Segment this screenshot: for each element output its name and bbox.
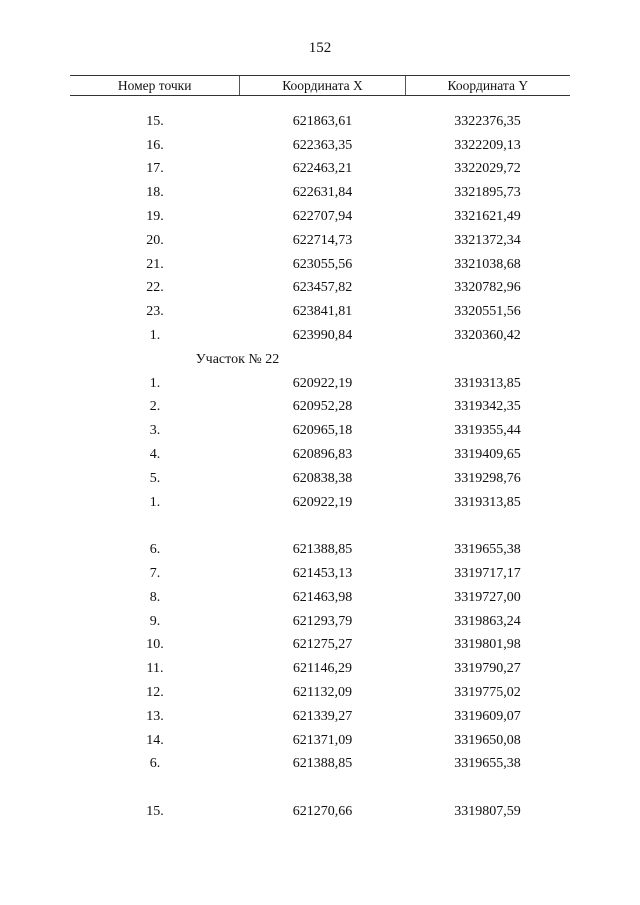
page-number: 152 bbox=[308, 40, 332, 56]
coordinate-y-cell: 3319298,76 bbox=[454, 470, 521, 486]
table-row bbox=[70, 467, 570, 491]
point-number-cell: 6. bbox=[149, 756, 161, 772]
point-number-cell: 17. bbox=[146, 161, 164, 177]
table-row bbox=[70, 229, 570, 253]
coordinate-y-cell: 3319650,08 bbox=[454, 732, 521, 748]
table-row bbox=[70, 324, 570, 348]
coordinate-x-cell: 623457,82 bbox=[292, 280, 353, 296]
point-number-cell: 18. bbox=[146, 185, 164, 201]
coordinate-y-cell: 3319355,44 bbox=[454, 423, 521, 439]
coordinate-y-cell: 3320360,42 bbox=[454, 328, 521, 344]
coordinate-x-cell: 621453,13 bbox=[292, 566, 353, 582]
table-row bbox=[70, 158, 570, 182]
table-row bbox=[70, 491, 570, 515]
table-row bbox=[70, 800, 570, 824]
table-row bbox=[70, 419, 570, 443]
coordinate-x-cell: 622631,84 bbox=[292, 185, 353, 201]
table-row bbox=[70, 657, 570, 681]
coordinate-y-cell: 3319609,07 bbox=[454, 708, 521, 724]
section-heading: Участок № 22 bbox=[195, 351, 280, 367]
point-number-cell: 5. bbox=[149, 470, 161, 486]
coordinate-x-cell: 621146,29 bbox=[293, 661, 352, 677]
coordinate-x-cell: 621388,85 bbox=[292, 756, 353, 772]
section-heading-row bbox=[70, 348, 570, 372]
point-number-cell: 8. bbox=[149, 589, 161, 605]
point-number-cell: 4. bbox=[149, 447, 161, 463]
coordinate-y-cell: 3319801,98 bbox=[454, 637, 521, 653]
coordinate-x-cell: 621463,98 bbox=[292, 589, 353, 605]
coordinate-y-cell: 3320782,96 bbox=[454, 280, 521, 296]
coordinate-y-cell: 3322209,13 bbox=[454, 137, 521, 153]
table-row bbox=[70, 729, 570, 753]
spacer-row bbox=[70, 776, 570, 800]
point-number-cell: 22. bbox=[146, 280, 164, 296]
table-row bbox=[70, 705, 570, 729]
table-row bbox=[70, 443, 570, 467]
table-row bbox=[70, 562, 570, 586]
point-number-cell: 1. bbox=[149, 494, 161, 510]
point-number-cell: 7. bbox=[149, 566, 161, 582]
point-number-cell: 14. bbox=[146, 732, 164, 748]
table-row bbox=[70, 205, 570, 229]
coordinate-x-cell: 620965,18 bbox=[292, 423, 353, 439]
table-row bbox=[70, 396, 570, 420]
coordinate-x-cell: 621863,61 bbox=[292, 113, 353, 129]
coordinate-y-cell: 3321372,34 bbox=[454, 232, 521, 248]
table-row bbox=[70, 681, 570, 705]
coordinate-x-cell: 620896,83 bbox=[292, 447, 353, 463]
coordinate-x-cell: 620922,19 bbox=[292, 375, 353, 391]
spacer-row bbox=[70, 515, 570, 539]
coordinates-table-body bbox=[70, 110, 570, 824]
point-number-cell: 20. bbox=[146, 232, 164, 248]
coordinate-y-cell: 3319790,27 bbox=[454, 661, 521, 677]
header-coordinate-x: Координата X bbox=[239, 76, 404, 95]
table-header bbox=[70, 75, 570, 96]
point-number-cell: 16. bbox=[146, 137, 164, 153]
coordinate-x-cell: 621388,85 bbox=[292, 542, 353, 558]
point-number-cell: 21. bbox=[146, 256, 164, 272]
coordinate-x-cell: 622714,73 bbox=[292, 232, 353, 248]
coordinate-y-cell: 3319313,85 bbox=[454, 494, 521, 510]
coordinate-x-cell: 622707,94 bbox=[292, 209, 353, 225]
table-row bbox=[70, 134, 570, 158]
table-row bbox=[70, 634, 570, 658]
point-number-cell: 15. bbox=[146, 113, 164, 129]
coordinate-x-cell: 622363,35 bbox=[292, 137, 353, 153]
coordinate-y-cell: 3322029,72 bbox=[454, 161, 521, 177]
coordinate-y-cell: 3322376,35 bbox=[454, 113, 521, 129]
point-number-cell: 19. bbox=[146, 209, 164, 225]
coordinate-x-cell: 621293,79 bbox=[292, 613, 353, 629]
coordinate-y-cell: 3319655,38 bbox=[454, 756, 521, 772]
header-point-number: Номер точки bbox=[117, 77, 192, 93]
table-row bbox=[70, 538, 570, 562]
coordinate-x-cell: 620922,19 bbox=[292, 494, 353, 510]
coordinate-y-cell: 3319342,35 bbox=[454, 399, 521, 415]
coordinate-y-cell: 3321621,49 bbox=[454, 209, 521, 225]
coordinate-x-cell: 623841,81 bbox=[292, 304, 353, 320]
table-row bbox=[70, 372, 570, 396]
table-row bbox=[70, 110, 570, 134]
table-row bbox=[70, 181, 570, 205]
coordinate-x-cell: 620952,28 bbox=[292, 399, 353, 415]
coordinate-x-cell: 622463,21 bbox=[292, 161, 353, 177]
coordinate-y-cell: 3319863,24 bbox=[454, 613, 521, 629]
coordinate-y-cell: 3319655,38 bbox=[454, 542, 521, 558]
coordinate-x-cell: 621339,27 bbox=[292, 708, 353, 724]
coordinate-y-cell: 3321895,73 bbox=[454, 185, 521, 201]
point-number-cell: 15. bbox=[146, 804, 164, 819]
coordinate-y-cell: 3319727,00 bbox=[454, 589, 521, 605]
table-row bbox=[70, 277, 570, 301]
coordinate-y-cell: 3319775,02 bbox=[454, 685, 521, 701]
coordinate-x-cell: 621275,27 bbox=[292, 637, 353, 653]
table-row bbox=[70, 586, 570, 610]
coordinate-x-cell: 621132,09 bbox=[293, 685, 352, 701]
point-number-cell: 3. bbox=[149, 423, 161, 439]
point-number-cell: 6. bbox=[149, 542, 161, 558]
point-number-cell: 1. bbox=[149, 375, 161, 391]
coordinate-x-cell: 621270,66 bbox=[292, 804, 353, 819]
coordinate-x-cell: 623990,84 bbox=[292, 328, 353, 344]
header-coordinate-y: Координата Y bbox=[405, 76, 570, 95]
coordinate-x-cell: 620838,38 bbox=[292, 470, 353, 486]
coordinate-y-cell: 3321038,68 bbox=[454, 256, 521, 272]
point-number-cell: 2. bbox=[149, 399, 161, 415]
table-row bbox=[70, 253, 570, 277]
coordinate-y-cell: 3319409,65 bbox=[454, 447, 521, 463]
point-number-cell: 11. bbox=[146, 661, 164, 677]
point-number-cell: 13. bbox=[146, 708, 164, 724]
point-number-cell: 9. bbox=[149, 613, 161, 629]
table-row bbox=[70, 610, 570, 634]
table-row bbox=[70, 300, 570, 324]
coordinate-y-cell: 3319313,85 bbox=[454, 375, 521, 391]
coordinate-x-cell: 623055,56 bbox=[292, 256, 353, 272]
coordinate-y-cell: 3320551,56 bbox=[454, 304, 521, 320]
point-number-cell: 10. bbox=[146, 637, 164, 653]
coordinate-x-cell: 621371,09 bbox=[292, 732, 353, 748]
point-number-cell: 12. bbox=[146, 685, 164, 701]
table-row bbox=[70, 753, 570, 777]
coordinate-y-cell: 3319807,59 bbox=[454, 804, 521, 819]
point-number-cell: 1. bbox=[149, 328, 161, 344]
coordinate-y-cell: 3319717,17 bbox=[454, 566, 521, 582]
point-number-cell: 23. bbox=[146, 304, 164, 320]
